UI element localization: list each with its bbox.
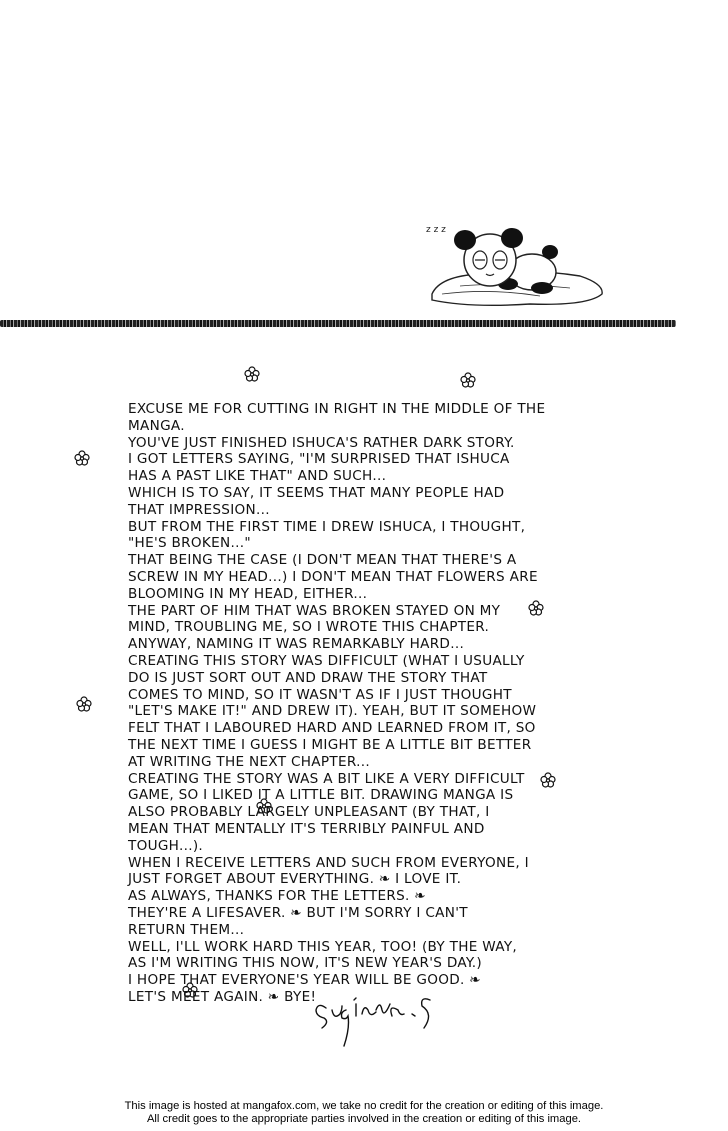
flower-icon <box>460 372 476 388</box>
flower-icon <box>76 696 92 712</box>
note-line: MANGA. <box>128 417 185 434</box>
note-line: THAT IMPRESSION... <box>128 501 270 518</box>
note-line: BUT FROM THE FIRST TIME I DREW ISHUCA, I THOUGHT, <box>128 518 526 535</box>
flower-icon <box>244 366 260 382</box>
note-line: I HOPE THAT EVERYONE'S YEAR WILL BE GOOD. ❧ <box>128 972 481 989</box>
note-line: MEAN THAT MENTALLY IT'S TERRIBLY PAINFUL AND <box>128 820 485 837</box>
note-line: AT WRITING THE NEXT CHAPTER... <box>128 753 371 770</box>
note-line: "HE'S BROKEN..." <box>128 535 251 552</box>
author-signature <box>312 980 442 1052</box>
note-line: LET'S MEET AGAIN. ❧ BYE! <box>128 988 317 1005</box>
note-line: ANYWAY, NAMING IT WAS REMARKABLY HARD... <box>128 636 465 653</box>
note-line: CREATING THE STORY WAS A BIT LIKE A VERY DIFFICULT <box>128 770 525 787</box>
note-line: GAME, SO I LIKED IT A LITTLE BIT. DRAWING MANGA IS <box>128 787 514 804</box>
note-line: DO IS JUST SORT OUT AND DRAW THE STORY THAT <box>128 669 488 686</box>
flower-icon <box>74 450 90 466</box>
author-note <box>128 401 568 1006</box>
note-line: COMES TO MIND, SO IT WASN'T AS IF I JUST THOUGHT <box>128 686 512 703</box>
note-line: JUST FORGET ABOUT EVERYTHING. ❧ I LOVE IT. <box>128 871 462 888</box>
note-line: THAT BEING THE CASE (I DON'T MEAN THAT THERE'S A <box>128 552 517 569</box>
note-line: MIND, TROUBLING ME, SO I WROTE THIS CHAPTER. <box>128 619 490 636</box>
note-line: AS I'M WRITING THIS NOW, IT'S NEW YEAR'S DAY.) <box>128 955 482 972</box>
credits-line-2: All credit goes to the appropriate parties involved in the creation or editing of this image. <box>146 1113 582 1125</box>
note-line: FELT THAT I LABOURED HARD AND LEARNED FROM IT, SO <box>128 720 536 737</box>
rough-divider-line <box>0 320 676 327</box>
note-line: "LET'S MAKE IT!" AND DREW IT). YEAH, BUT IT SOMEHOW <box>128 703 537 720</box>
note-line: RETURN THEM... <box>128 921 245 938</box>
hosting-credits <box>0 1100 728 1126</box>
note-line: TOUGH...). <box>128 837 204 854</box>
note-line: THEY'RE A LIFESAVER. ❧ BUT I'M SORRY I CAN'T <box>128 904 468 921</box>
note-line: EXCUSE ME FOR CUTTING IN RIGHT IN THE MIDDLE OF THE <box>128 401 546 417</box>
note-line: BLOOMING IN MY HEAD, EITHER... <box>128 585 368 602</box>
note-line: YOU'VE JUST FINISHED ISHUCA'S RATHER DARK STORY. <box>128 434 515 451</box>
note-line: CREATING THIS STORY WAS DIFFICULT (WHAT I USUALLY <box>128 652 525 669</box>
note-line: WHICH IS TO SAY, IT SEEMS THAT MANY PEOPLE HAD <box>128 484 505 501</box>
note-line: SCREW IN MY HEAD...) I DON'T MEAN THAT FLOWERS ARE <box>128 568 538 585</box>
note-line: WELL, I'LL WORK HARD THIS YEAR, TOO! (BY THE WAY, <box>128 938 518 955</box>
note-line: THE NEXT TIME I GUESS I MIGHT BE A LITTLE BIT BETTER <box>128 736 532 753</box>
credits-line-1: This image is hosted at mangafox.com, we take no credit for the creation or editing of this image. <box>124 1100 604 1112</box>
note-line: ALSO PROBABLY LARGELY UNPLEASANT (BY THAT, I <box>128 804 490 821</box>
note-line: THE PART OF HIM THAT WAS BROKEN STAYED ON MY <box>128 602 501 619</box>
note-line: I GOT LETTERS SAYING, "I'M SURPRISED THAT ISHUCA <box>128 451 510 468</box>
zzz-text: z z z <box>426 225 446 235</box>
note-line: AS ALWAYS, THANKS FOR THE LETTERS. ❧ <box>128 888 426 905</box>
note-line: HAS A PAST LIKE THAT" AND SUCH... <box>128 468 387 485</box>
sleeping-panda-illustration <box>420 212 610 312</box>
note-line: WHEN I RECEIVE LETTERS AND SUCH FROM EVERYONE, I <box>128 854 529 871</box>
